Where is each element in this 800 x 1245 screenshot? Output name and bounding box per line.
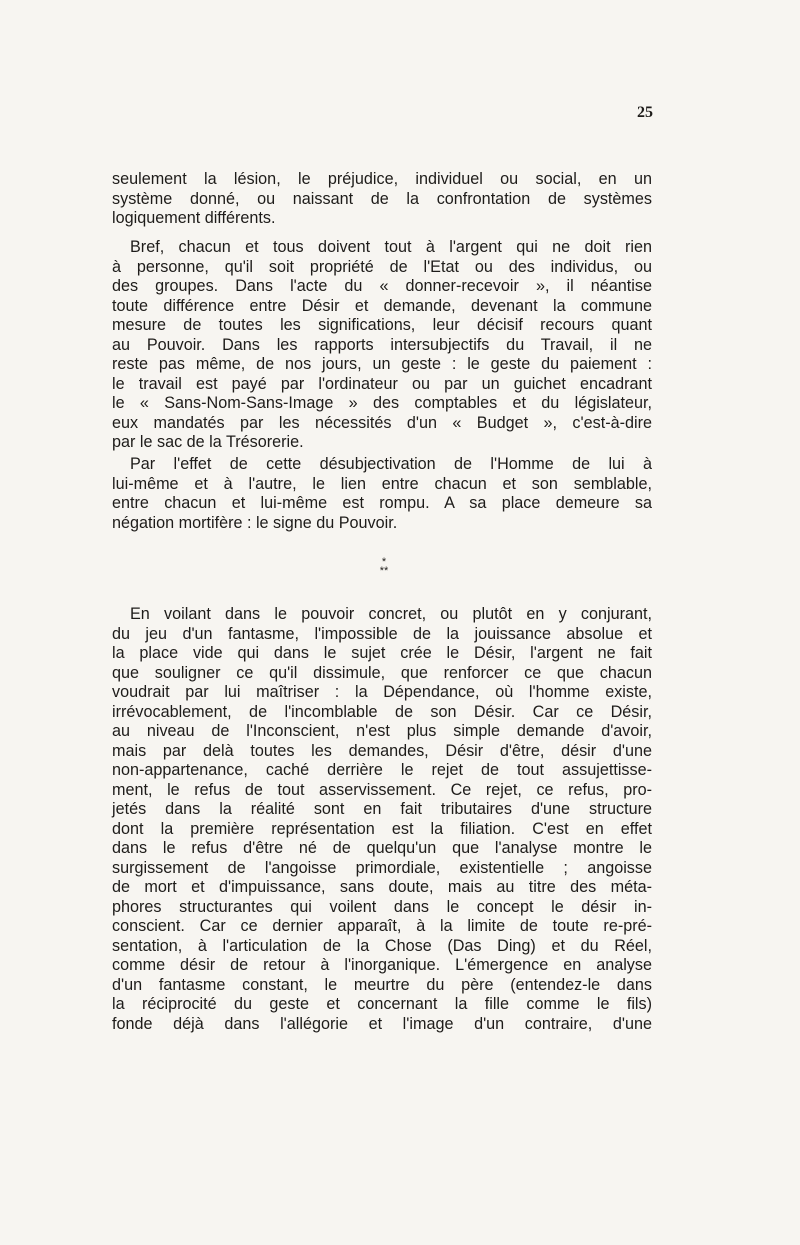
text-line: Bref, chacun et tous doivent tout à l'argent qui ne doit rien [130,238,652,256]
text-line: En voilant dans le pouvoir concret, ou plutôt en y conjurant, [130,605,652,623]
text-line: dont la première représentation est la filiation. C'est en effet [112,819,652,838]
text-line: seulement la lésion, le préjudice, individuel ou social, en un [112,170,652,188]
text-line: eux mandatés par les nécessités d'un « Budget », c'est-à-dire [112,413,652,432]
text-line: mais par delà toutes les demandes, Désir d'être, désir d'une [112,741,652,760]
text-line: logiquement différents. [112,209,276,227]
text-line: fonde déjà dans l'allégorie et l'image d'un contraire, d'une [112,1014,652,1033]
paragraph-4 [112,605,652,1034]
text-line: système donné, ou naissant de la confrontation de systèmes [112,189,652,208]
text-line: dans le refus d'être né de quelqu'un que l'analyse montre le [112,839,652,857]
text-line: la place vide qui dans le sujet crée le Désir, l'argent ne fait [112,644,652,662]
text-line: phores structurantes qui voilent dans le concept le désir in- [112,897,652,916]
text-line: toute différence entre Désir et demande, devenant la commune [112,296,652,315]
text-line: par le sac de la Trésorerie. [112,433,304,451]
text-line: conscient. Car ce dernier apparaît, à la limite de toute re-pré- [112,917,652,935]
text-line: le « Sans-Nom-Sans-Image » des comptables et du législateur, [112,394,652,412]
asterism-ornament [372,558,396,578]
text-line: ment, le refus de tout asservissement. Ce rejet, ce refus, pro- [112,780,652,799]
text-line: la réciprocité du geste et concernant la fille comme le fils) [112,995,652,1013]
text-line: à personne, qu'il soit propriété de l'Etat ou des individus, ou [112,257,652,276]
text-line: de mort et d'impuissance, sans doute, mais au titre des méta- [112,878,652,896]
paragraph-3 [112,455,652,533]
page-number: 25 [637,104,653,121]
text-line: reste pas même, de nos jours, un geste : le geste du paiement : [112,355,652,373]
text-line: non-appartenance, caché derrière le rejet de tout assujettisse- [112,761,652,779]
text-line: comme désir de retour à l'inorganique. L'émergence en analyse [112,956,652,974]
text-line: jetés dans la réalité sont en fait tributaires d'une structure [112,800,652,818]
text-line: que souligner ce qu'il dissimule, que renforcer ce que chacun [112,663,652,682]
text-line: mesure de toutes les significations, leur décisif recours quant [112,316,652,334]
paragraph-1 [112,170,652,229]
text-line: négation mortifère : le signe du Pouvoir. [112,513,398,532]
ornament-top: * [381,556,387,568]
text-line: entre chacun et lui-même est rompu. A sa place demeure sa [112,494,652,512]
text-line: le travail est payé par l'ordinateur ou par un guichet encadrant [112,374,652,393]
ornament-bottom: ** [379,565,389,577]
paragraph-2 [112,238,652,453]
text-line: sentation, à l'articulation de la Chose (Das Ding) et du Réel, [112,936,652,955]
text-line: d'un fantasme constant, le meurtre du père (entendez-le dans [112,975,652,994]
text-line: des groupes. Dans l'acte du « donner-recevoir », il néantise [112,277,652,295]
text-line: Par l'effet de cette désubjectivation de l'Homme de lui à [130,455,652,473]
text-line: du jeu d'un fantasme, l'impossible de la jouissance absolue et [112,624,652,643]
text-line: surgissement de l'angoisse primordiale, existentielle ; angoisse [112,858,652,877]
text-line: lui-même et à l'autre, le lien entre chacun et son semblable, [112,474,652,493]
text-line: au Pouvoir. Dans les rapports intersubjectifs du Travail, il ne [112,335,652,354]
text-line: au niveau de l'Inconscient, n'est plus simple demande d'avoir, [112,722,652,740]
text-line: irrévocablement, de l'incomblable de son Désir. Car ce Désir, [112,702,652,721]
text-line: voudrait par lui maîtriser : la Dépendance, où l'homme existe, [112,683,652,701]
